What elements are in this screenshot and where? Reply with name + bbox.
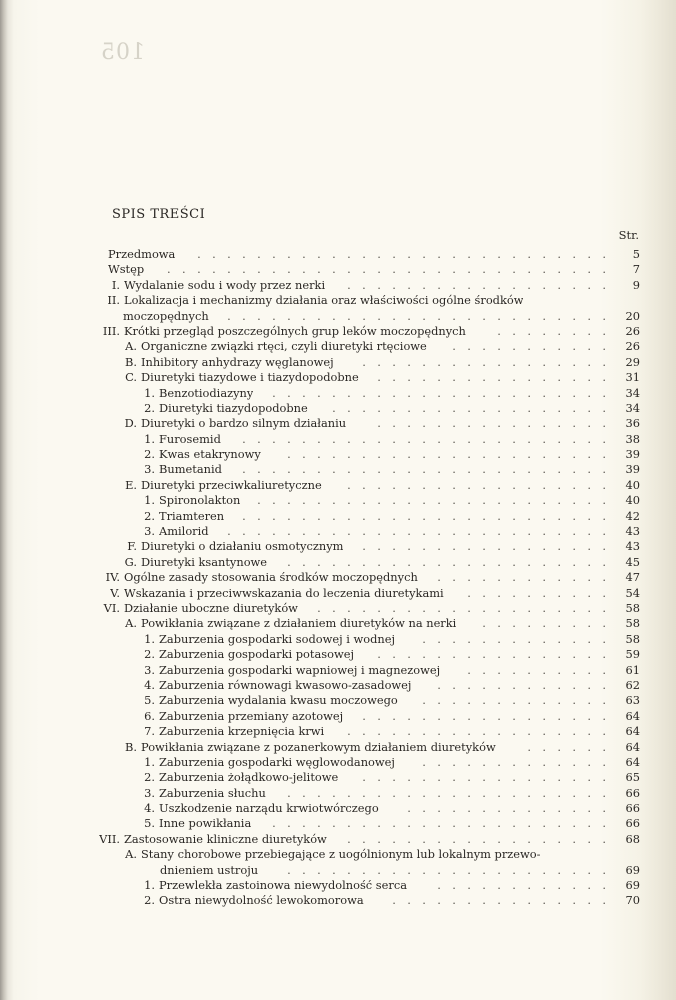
toc-entry-title: Zaburzenia żołądkowo-jelitowe: [159, 770, 339, 785]
toc-entry-number: 3.: [144, 524, 155, 539]
toc-entry-page: 39: [625, 447, 640, 462]
toc-entry-title: Ostra niewydolność lewokomorowa: [159, 893, 364, 908]
toc-entry: [0, 555, 676, 570]
toc-entry-number: B.: [125, 739, 137, 754]
toc-entry-title: Zaburzenia krzepnięcia krwi: [159, 724, 325, 739]
toc-entry-page: 70: [625, 893, 640, 908]
toc-entry-title: Uszkodzenie narządu krwiotwórczego: [159, 801, 379, 816]
toc-entry-number: 3.: [144, 662, 155, 677]
toc-entry-page: 58: [625, 600, 640, 615]
toc-entry-number: 4.: [144, 801, 155, 816]
toc-entry-title: Przewlekła zastoinowa niewydolność serca: [159, 878, 408, 893]
toc-entry-number: V.: [110, 585, 120, 600]
toc-entry-title: Zaburzenia słuchu: [159, 785, 266, 800]
toc-entry: [0, 647, 676, 662]
toc-entry-page: 54: [625, 585, 640, 600]
toc-entry-title: Diuretyki o działaniu osmotycznym: [141, 539, 344, 554]
toc-entry-number: E.: [125, 477, 137, 492]
toc-entry: [0, 770, 676, 785]
toc-entry-page: 64: [625, 708, 640, 723]
toc-entry-title: Diuretyki przeciwkaliuretyczne: [141, 477, 322, 492]
toc-entry-number: 2.: [144, 447, 155, 462]
dot-leader: . . . . . . . . . . . . . . . .: [377, 370, 606, 385]
toc-entry-page: 68: [625, 831, 640, 846]
toc-entry: [0, 539, 676, 554]
toc-entry-title: Wskazania i przeciwwskazania do leczenia diuretykami: [124, 585, 444, 600]
toc-entry-number: C.: [125, 370, 137, 385]
toc-entry: [0, 355, 676, 370]
toc-entry-number: IV.: [105, 570, 120, 585]
toc-entry-number: VI.: [103, 600, 120, 615]
toc-entry-title: Zaburzenia równowagi kwasowo-zasadowej: [159, 677, 412, 692]
toc-entry-title: Inhibitory anhydrazy węglanowej: [141, 354, 334, 369]
dot-leader: . . . . . . . . . . . . . . . . . . . . . .: [287, 554, 606, 569]
toc-entry-title: Krótki przegląd poszczególnych grup leków moczopędnych: [124, 323, 466, 338]
toc-entry-title: Powikłania związane z działaniem diuretyków na nerki: [141, 616, 457, 631]
toc-entry: [0, 801, 676, 816]
toc-entry: [0, 370, 676, 385]
toc-entry-title: Zaburzenia gospodarki sodowej i wodnej: [159, 631, 396, 646]
toc-entry: [0, 386, 676, 401]
toc-entry-number: 2.: [144, 647, 155, 662]
toc-entry-number: 3.: [144, 785, 155, 800]
toc-entry: [0, 755, 676, 770]
toc-entry-title: Benzotiodiazyny: [159, 385, 254, 400]
toc-entry-page: 69: [625, 862, 640, 877]
toc-entry-page: 38: [625, 431, 640, 446]
dot-leader: . . . . . . . . . . . . . . . . . .: [347, 477, 606, 492]
toc-entry: [0, 509, 676, 524]
dot-leader: . . . . . . . . . .: [467, 585, 606, 600]
toc-entry-title: moczopędnych: [123, 308, 209, 323]
toc-entry-number: III.: [102, 323, 120, 338]
toc-entry-page: 66: [625, 785, 640, 800]
dot-leader: . . . . . . . . . . . . . . . . . . . . . . .: [272, 816, 606, 831]
toc-entry: [0, 262, 676, 277]
dot-leader: . . . . . . . . . . . . .: [422, 693, 606, 708]
toc-entry: [0, 339, 676, 354]
toc-entry: [0, 678, 676, 693]
toc-entry-number: 2.: [144, 508, 155, 523]
toc-entry-title: Organiczne związki rtęci, czyli diuretyki rtęciowe: [141, 339, 427, 354]
toc-entry: [0, 416, 676, 431]
dot-leader: . . . . . . . . . . . . .: [422, 754, 606, 769]
toc-entry-title: Stany chorobowe przebiegające z uogólnionym lub lokalnym przewo-: [141, 847, 541, 862]
toc-entry: [0, 709, 676, 724]
toc-entry-title: Diuretyki ksantynowe: [141, 554, 268, 569]
toc-entry-number: 7.: [144, 724, 155, 739]
toc-entry-page: 64: [625, 739, 640, 754]
dot-leader: . . . . . . . . . . . . . . . . . . . . . . . . .: [242, 508, 606, 523]
dot-leader: . . . . . . . . . . .: [452, 339, 606, 354]
dot-leader: . . . . . . . . . . . . . . . . . . . . . . . . . . . . . .: [167, 262, 606, 277]
toc-entry-title: Przedmowa: [108, 247, 176, 261]
toc-entry-page: 58: [625, 616, 640, 631]
dot-leader: . . . . . . . . . . . . . . . . . .: [347, 831, 606, 846]
dot-leader: . . . . . . . . . . . . . . . . . . . . . . . . .: [242, 431, 606, 446]
dot-leader: . . . . . . . . . .: [467, 662, 606, 677]
dot-leader: . . . . . . . . . . . . . . . . . . . . . .: [287, 862, 606, 877]
toc-entry: [0, 432, 676, 447]
toc-entry-title: Kwas etakrynowy: [159, 447, 261, 462]
bleed-through-page-number: 105: [100, 40, 145, 65]
toc-entry-number: 5.: [144, 693, 155, 708]
toc-entry: [0, 616, 676, 631]
dot-leader: . . . . . . . . . . . . . . . .: [377, 416, 606, 431]
toc-entry-number: 2.: [144, 893, 155, 908]
toc-entry-page: 34: [625, 400, 640, 415]
dot-leader: . . . . . . . . . . . . . . . . .: [362, 770, 606, 785]
toc-entry-number: 2.: [144, 770, 155, 785]
toc-entry-number: 1.: [144, 754, 155, 769]
dot-leader: . . . . . . . . . . . . . . . . . . . . . . . . . . . .: [197, 247, 606, 261]
toc-entry: [0, 847, 676, 862]
toc-entry-page: 40: [625, 477, 640, 492]
toc-entry-number: 1.: [144, 385, 155, 400]
toc-entry-title: Powikłania związane z pozanerkowym działaniem diuretyków: [141, 739, 496, 754]
toc-entry-title: Zaburzenia gospodarki węglowodanowej: [159, 754, 395, 769]
toc-entry-page: 31: [625, 370, 640, 385]
toc-entry-page: 65: [625, 770, 640, 785]
toc-entry: [0, 863, 676, 878]
dot-leader: . . . . . . . . . . . . . . . .: [377, 647, 606, 662]
toc-entry-page: 26: [625, 339, 640, 354]
toc-entry-number: B.: [125, 354, 137, 369]
dot-leader: . . . . . . . . . . . . . . . . . .: [347, 277, 606, 292]
toc-entry: [0, 524, 676, 539]
toc-entry: [0, 632, 676, 647]
toc-entry-number: II.: [107, 293, 120, 308]
toc-entry-page: 59: [625, 647, 640, 662]
dot-leader: . . . . . .: [527, 739, 606, 754]
toc-entry: [0, 586, 676, 601]
toc-entry-page: 26: [625, 323, 640, 338]
toc-entry-title: Diuretyki o bardzo silnym działaniu: [141, 416, 347, 431]
toc-entry: [0, 570, 676, 585]
dot-leader: . . . . . . . . . . . . . . . . .: [362, 708, 606, 723]
toc-entry: [0, 663, 676, 678]
toc-entry-page: 64: [625, 754, 640, 769]
toc-entry-title: Diuretyki tiazydowe i tiazydopodobne: [141, 370, 359, 385]
toc-entry-page: 63: [625, 693, 640, 708]
toc-entry-page: 47: [625, 570, 640, 585]
dot-leader: . . . . . . . . . . . . . . . . . . . .: [317, 600, 606, 615]
toc-entry-number: VII.: [99, 831, 120, 846]
toc-entry: [0, 447, 676, 462]
toc-entry-title: Zaburzenia przemiany azotowej: [159, 708, 344, 723]
toc-entry: [0, 816, 676, 831]
dot-leader: . . . . . . . . . . . . . . . . .: [362, 539, 606, 554]
toc-entry-title: Diuretyki tiazydopodobne: [159, 400, 308, 415]
toc-entry: [0, 293, 676, 308]
toc-entry-number: 2.: [144, 400, 155, 415]
toc-entry-title: Zaburzenia wydalania kwasu moczowego: [159, 693, 398, 708]
dot-leader: . . . . . . . . . . . . . . . . . . . . . . .: [272, 385, 606, 400]
dot-leader: . . . . . . . . . . . . . . . . . . .: [332, 400, 606, 415]
dot-leader: . . . . . . . . . . . . . . .: [392, 893, 606, 908]
toc-entry-page: 29: [625, 354, 640, 369]
toc-entry-title: Zastosowanie kliniczne diuretyków: [124, 831, 327, 846]
toc-entry-page: 7: [632, 262, 640, 277]
toc-entry-number: A.: [125, 616, 137, 631]
toc-entry-title: Furosemid: [159, 431, 221, 446]
toc-entry: [0, 462, 676, 477]
toc-entry: [0, 740, 676, 755]
toc-entry-page: 66: [625, 816, 640, 831]
toc-entry-title: Spironolakton: [159, 493, 241, 508]
toc-entry-title: Inne powikłania: [159, 816, 252, 831]
toc-entry-page: 43: [625, 524, 640, 539]
toc-entry-page: 45: [625, 554, 640, 569]
toc-entry: [0, 724, 676, 739]
toc-entry: [0, 478, 676, 493]
toc-entry: [0, 247, 676, 262]
toc-entry-page: 39: [625, 462, 640, 477]
toc-entry-page: 62: [625, 677, 640, 692]
dot-leader: . . . . . . . .: [497, 323, 606, 338]
toc-entry-number: 6.: [144, 708, 155, 723]
page-column-label: Str.: [618, 228, 639, 242]
dot-leader: . . . . . . . . . . . .: [437, 677, 606, 692]
toc-entry-number: G.: [124, 554, 137, 569]
toc-entry: [0, 324, 676, 339]
dot-leader: . . . . . . . . . . . . . . . . . . . . . . . . .: [242, 462, 606, 477]
toc-entry-title: Działanie uboczne diuretyków: [124, 600, 298, 615]
toc-entry-title: Bumetanid: [159, 462, 222, 477]
toc-entry-number: F.: [127, 539, 137, 554]
toc-entry: [0, 832, 676, 847]
dot-leader: . . . . . . . . . . . . . . . . . . . . . . . . . .: [227, 524, 606, 539]
toc-entry-number: 1.: [144, 431, 155, 446]
toc-entry: [0, 493, 676, 508]
dot-leader: . . . . . . . . . . . . . . . . . . . . . .: [287, 785, 606, 800]
toc-entry-page: 20: [625, 308, 640, 323]
toc-entry: [0, 786, 676, 801]
toc-entry: [0, 601, 676, 616]
toc-entry-page: 58: [625, 631, 640, 646]
dot-leader: . . . . . . . . . . . . . . . . . . . . . . . .: [257, 493, 606, 508]
toc-entry-number: I.: [111, 277, 120, 292]
page-title: SPIS TREŚCI: [112, 207, 206, 222]
toc-entry-number: 3.: [144, 462, 155, 477]
toc-entry-number: 5.: [144, 816, 155, 831]
toc-entry-number: D.: [124, 416, 137, 431]
toc-entry-page: 69: [625, 878, 640, 893]
dot-leader: . . . . . . . . . . . . . . . . .: [362, 354, 606, 369]
toc-entry-number: 4.: [144, 677, 155, 692]
toc-entry: [0, 693, 676, 708]
dot-leader: . . . . . . . . . . . . .: [422, 631, 606, 646]
toc-entry-page: 34: [625, 385, 640, 400]
toc-entry-number: 1.: [144, 631, 155, 646]
table-of-contents: [0, 247, 676, 909]
toc-entry-page: 5: [632, 247, 640, 261]
toc-entry-title: Amilorid: [159, 524, 209, 539]
dot-leader: . . . . . . . . . . . . . . . . . . . . . .: [287, 447, 606, 462]
toc-entry-page: 42: [625, 508, 640, 523]
toc-entry: [0, 893, 676, 908]
toc-entry-page: 66: [625, 801, 640, 816]
toc-entry: [0, 878, 676, 893]
dot-leader: . . . . . . . . . . . . . . . . . .: [347, 724, 606, 739]
toc-entry: [0, 401, 676, 416]
dot-leader: . . . . . . . . . . . . . . . . . . . . . . . . . .: [227, 308, 606, 323]
dot-leader: . . . . . . . . . . . .: [437, 570, 606, 585]
toc-entry-title: Zaburzenia gospodarki potasowej: [159, 647, 354, 662]
toc-entry-page: 9: [632, 277, 640, 292]
toc-entry-number: 1.: [144, 878, 155, 893]
toc-entry-number: A.: [125, 847, 137, 862]
toc-entry: [0, 278, 676, 293]
toc-entry-title: Lokalizacja i mechanizmy działania oraz właściwości ogólne środków: [124, 293, 524, 308]
toc-entry-number: A.: [125, 339, 137, 354]
dot-leader: . . . . . . . . . . . .: [437, 878, 606, 893]
toc-entry-title: Wstęp: [108, 262, 145, 277]
toc-entry-title: Zaburzenia gospodarki wapniowej i magnezowej: [159, 662, 441, 677]
toc-entry-page: 64: [625, 724, 640, 739]
toc-entry: [0, 309, 676, 324]
toc-entry-title: dnieniem ustroju: [160, 862, 259, 877]
dot-leader: . . . . . . . . . . . . . .: [407, 801, 606, 816]
toc-entry-number: 1.: [144, 493, 155, 508]
toc-entry-page: 40: [625, 493, 640, 508]
toc-entry-page: 61: [625, 662, 640, 677]
toc-entry-title: Triamteren: [159, 508, 225, 523]
dot-leader: . . . . . . . . .: [482, 616, 606, 631]
toc-entry-title: Ogólne zasady stosowania środków moczopędnych: [124, 570, 418, 585]
toc-entry-page: 36: [625, 416, 640, 431]
toc-entry-title: Wydalanie sodu i wody przez nerki: [124, 277, 326, 292]
toc-entry-page: 43: [625, 539, 640, 554]
